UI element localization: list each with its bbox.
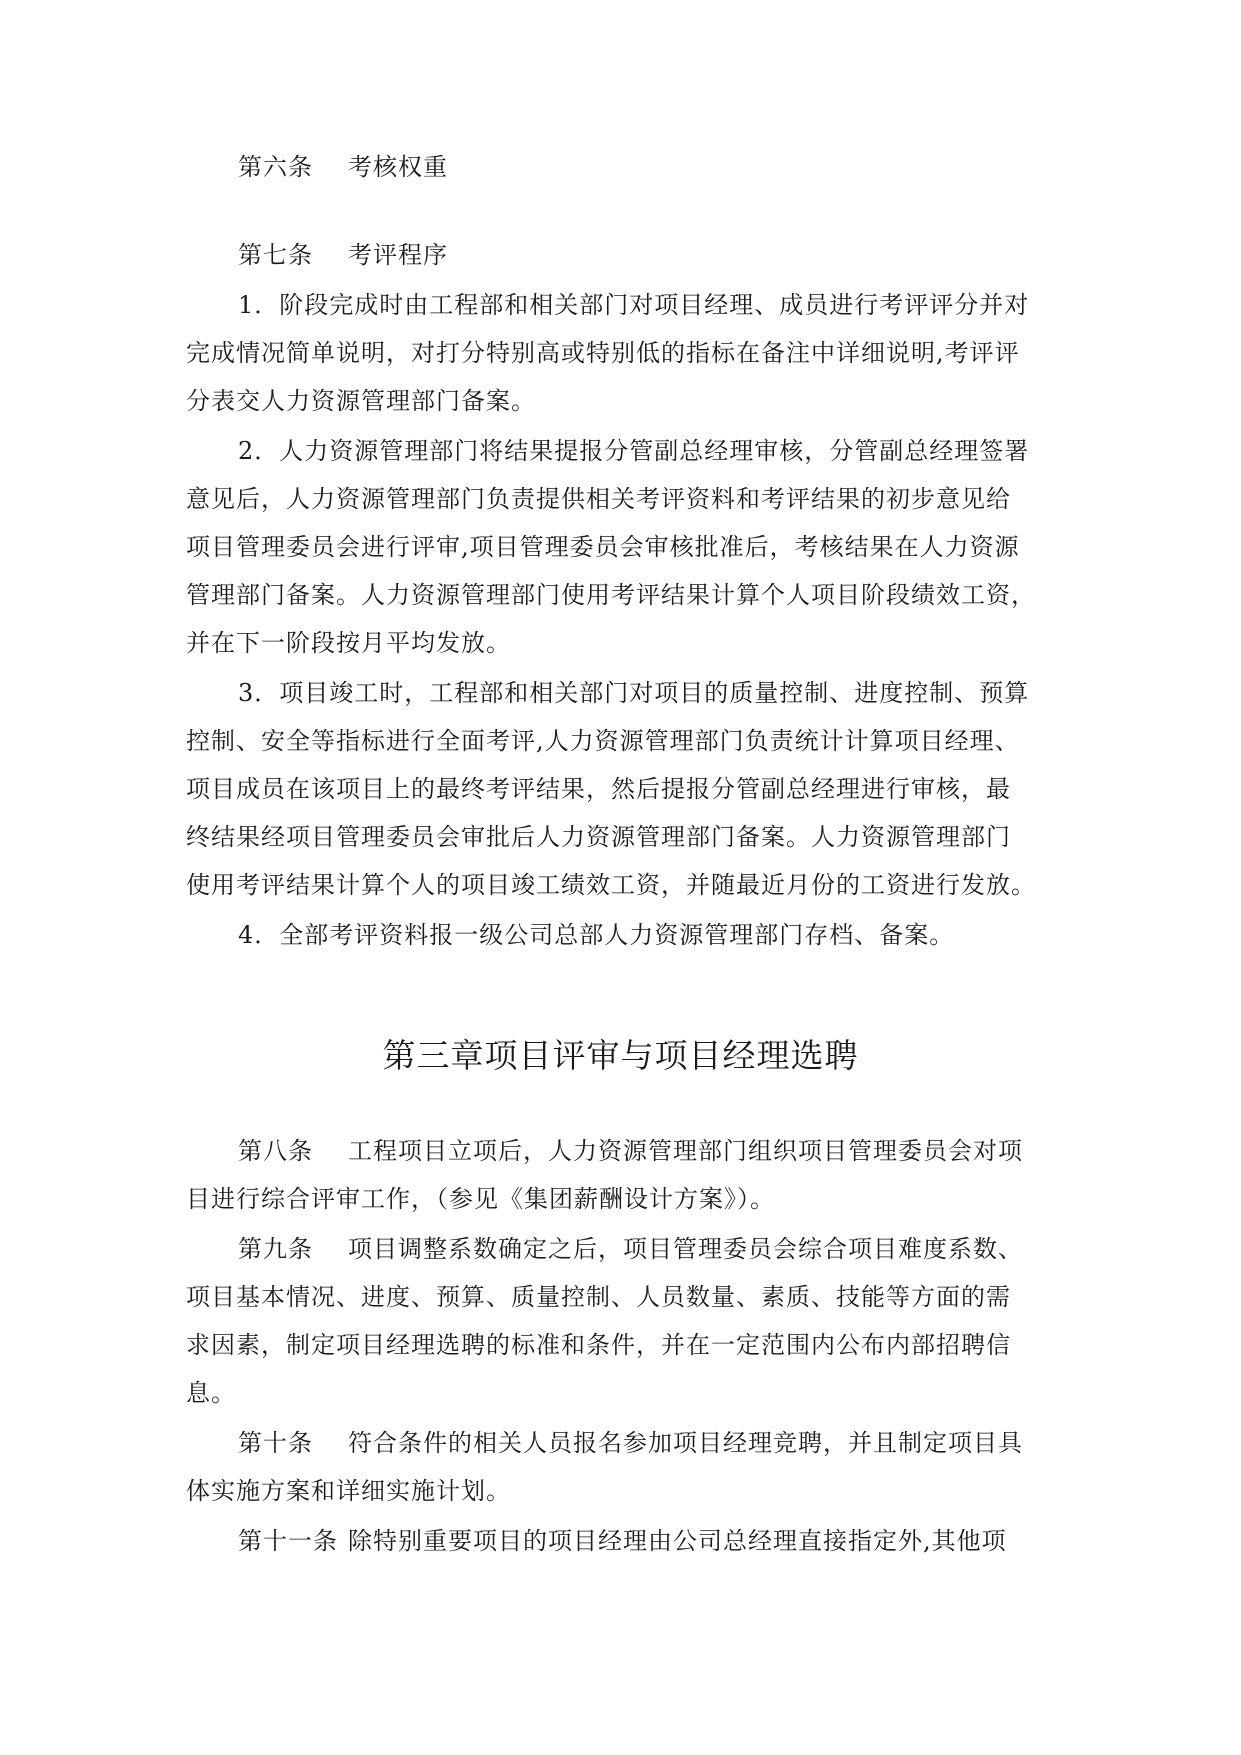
article-11-text-1: 除特别重要项目的项目经理由公司总经理直接指定外,其他项 (348, 1527, 1007, 1555)
article-8-number: 第八条 (238, 1137, 313, 1165)
article-7-item-2-line-1: 2．人力资源管理部门将结果提报分管副总经理审核，分管副总经理签署 (238, 437, 1030, 465)
article-11-line-1 (238, 1526, 1007, 1556)
article-9-line-4: 息。 (186, 1379, 236, 1407)
article-7-number: 第七条 (238, 241, 313, 269)
chapter-3-title: 第三章项目评审与项目经理选聘 (382, 1036, 859, 1075)
article-10-line-1 (238, 1428, 1023, 1458)
article-7-item-3-line-5: 使用考评结果计算个人的项目竣工绩效工资，并随最近月份的工资进行发放。 (186, 871, 1036, 899)
article-7-item-3-line-4: 终结果经项目管理委员会审批后人力资源管理部门备案。人力资源管理部门 (186, 823, 1011, 851)
article-9-text-1: 项目调整系数确定之后，项目管理委员会综合项目难度系数、 (348, 1235, 1023, 1263)
article-11-number: 第十一条 (238, 1527, 338, 1555)
article-7-item-4-line-1: 4．全部考评资料报一级公司总部人力资源管理部门存档、备案。 (238, 921, 955, 949)
article-8-line-2: 目进行综合评审工作，（参见《集团薪酬设计方案》）。 (186, 1185, 775, 1213)
article-7-item-2-line-5: 并在下一阶段按月平均发放。 (186, 629, 511, 657)
article-7-title: 考评程序 (348, 241, 448, 269)
article-6-title: 考核权重 (348, 153, 448, 181)
article-9-number: 第九条 (238, 1235, 313, 1263)
article-6-heading (238, 152, 448, 182)
article-7-item-2-line-3: 项目管理委员会进行评审,项目管理委员会审核批准后，考核结果在人力资源 (186, 533, 1020, 561)
article-10-text-1: 符合条件的相关人员报名参加项目经理竞聘，并且制定项目具 (348, 1429, 1023, 1457)
article-7-item-3-line-1: 3．项目竣工时，工程部和相关部门对项目的质量控制、进度控制、预算 (238, 679, 1030, 707)
article-10-number: 第十条 (238, 1429, 313, 1457)
article-7-item-3-line-2: 控制、安全等指标进行全面考评,人力资源管理部门负责统计计算项目经理、 (186, 727, 1020, 755)
article-10-line-2: 体实施方案和详细实施计划。 (186, 1477, 511, 1505)
article-8-text-1: 工程项目立项后，人力资源管理部门组织项目管理委员会对项 (348, 1137, 1023, 1165)
article-7-item-3-line-3: 项目成员在该项目上的最终考评结果，然后提报分管副总经理进行审核，最 (186, 775, 1011, 803)
article-7-item-1-line-1: 1．阶段完成时由工程部和相关部门对项目经理、成员进行考评评分并对 (238, 291, 1030, 319)
article-9-line-2: 项目基本情况、进度、预算、质量控制、人员数量、素质、技能等方面的需 (186, 1283, 1011, 1311)
article-7-item-2-line-4: 管理部门备案。人力资源管理部门使用考评结果计算个人项目阶段绩效工资， (186, 581, 1036, 609)
article-9-line-3: 求因素，制定项目经理选聘的标准和条件，并在一定范围内公布内部招聘信 (186, 1331, 1011, 1359)
article-7-item-2-line-2: 意见后，人力资源管理部门负责提供相关考评资料和考评结果的初步意见给 (186, 485, 1011, 513)
article-7-item-1-line-2: 完成情况简单说明，对打分特别高或特别低的指标在备注中详细说明,考评评 (186, 339, 1020, 367)
article-7-heading (238, 240, 448, 270)
article-9-line-1 (238, 1234, 1023, 1264)
article-8-line-1 (238, 1136, 1023, 1166)
article-7-item-1-line-3: 分表交人力资源管理部门备案。 (186, 387, 536, 415)
article-6-number: 第六条 (238, 153, 313, 181)
